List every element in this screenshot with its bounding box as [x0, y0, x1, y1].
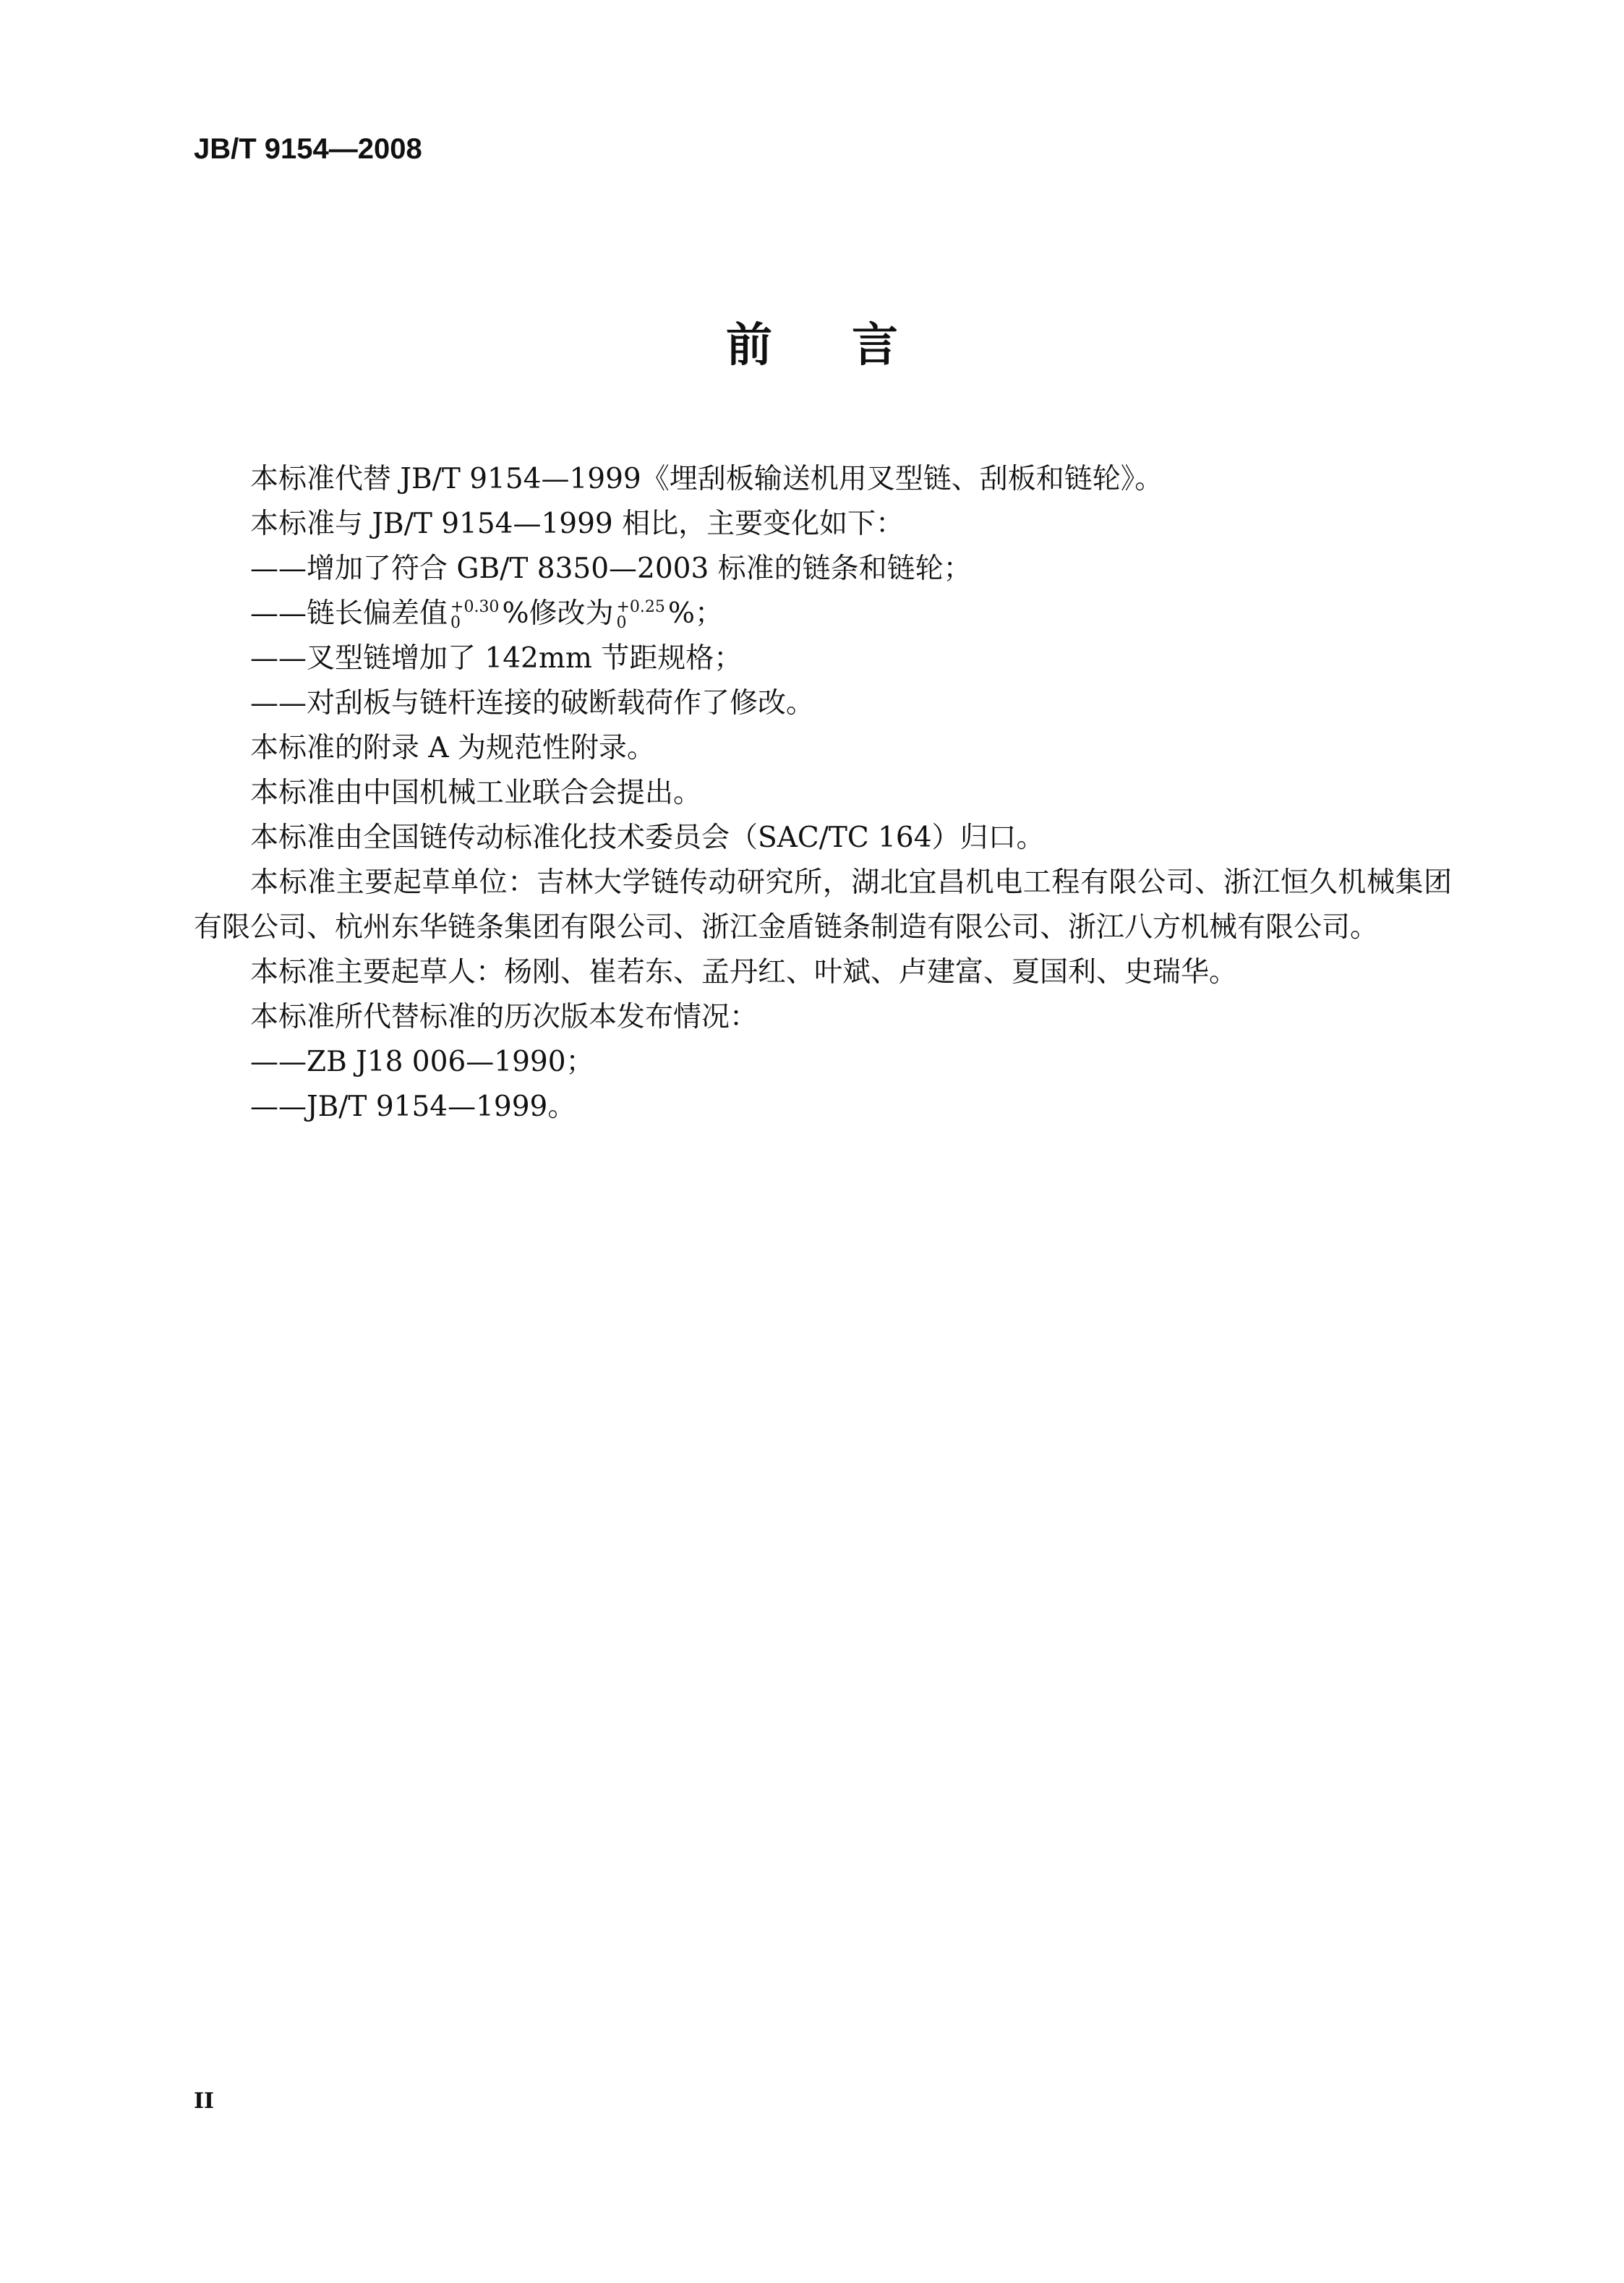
old-tolerance-upper: +0.30	[450, 598, 500, 616]
old-tolerance-fraction	[450, 599, 499, 631]
history-item-jbt1999: ——JB/T 9154—1999。	[250, 1091, 576, 1123]
page-number: II	[194, 2088, 215, 2114]
paragraph-drafters: 本标准主要起草人：杨刚、崔若东、孟丹红、叶斌、卢建富、夏国利、史瑞华。	[250, 956, 1238, 989]
standard-code-header: JB/T 9154—2008	[194, 133, 422, 165]
change-item-gbt8350: ——增加了符合 GB/T 8350—2003 标准的链条和链轮；	[250, 552, 972, 585]
foreword-body	[194, 457, 1452, 1130]
tolerance-middle: %修改为	[502, 597, 614, 630]
paragraph-administered-by: 本标准由全国链传动标准化技术委员会（SAC/TC 164）归口。	[250, 822, 1045, 854]
paragraph-history-intro: 本标准所代替标准的历次版本发布情况：	[250, 1001, 758, 1033]
page-title: 前言	[726, 319, 978, 372]
change-item-tolerance	[194, 592, 1452, 636]
history-item-zb: ——ZB J18 006—1990；	[250, 1046, 594, 1078]
new-tolerance-fraction	[617, 599, 665, 631]
paragraph-proposed-by: 本标准由中国机械工业联合会提出。	[250, 777, 702, 809]
change-item-142mm: ——叉型链增加了 142mm 节距规格；	[250, 642, 743, 675]
old-tolerance-lower: 0	[450, 614, 461, 632]
tolerance-suffix: %；	[667, 597, 723, 630]
new-tolerance-lower: 0	[616, 614, 627, 632]
paragraph-replaces: 本标准代替 JB/T 9154—1999《埋刮板输送机用叉型链、刮板和链轮》。	[250, 463, 1163, 495]
change-item-breaking-load: ——对刮板与链杆连接的破断载荷作了修改。	[250, 687, 815, 720]
paragraph-changes-intro: 本标准与 JB/T 9154—1999 相比，主要变化如下：	[250, 508, 905, 540]
paragraph-drafting-units: 本标准主要起草单位：吉林大学链传动研究所，湖北宜昌机电工程有限公司、浙江恒久机械集团有限公司、杭州东华链条集团有限公司、浙江金盾链条制造有限公司、浙江八方机械有限公司。	[194, 866, 1452, 944]
tolerance-prefix: ——链长偏差值	[250, 597, 448, 630]
new-tolerance-upper: +0.25	[616, 598, 665, 616]
paragraph-annex: 本标准的附录 A 为规范性附录。	[250, 732, 655, 764]
